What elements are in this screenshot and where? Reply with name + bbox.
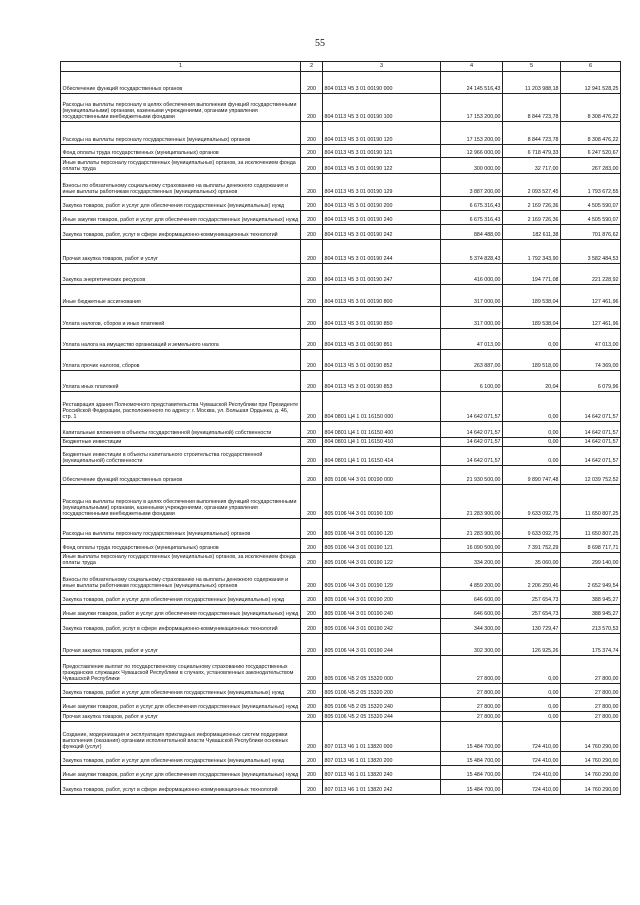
row-name-cell: Бюджетные инвестиции (61, 438, 301, 447)
table-row (61, 371, 621, 392)
row-budget-code-cell: 804 0113 Ч5 3 01 00190 242 (323, 225, 441, 240)
table-row (61, 591, 621, 605)
table-row (61, 329, 621, 350)
row-name-cell: Иные закупки товаров, работ и услуг для обеспечения государственных (муниципальных) нужд (61, 605, 301, 619)
row-col6-cell: 127 461,96 (561, 285, 621, 307)
row-budget-code-cell: 805 0106 Ч5 2 05 15320 240 (323, 698, 441, 712)
row-col4-cell: 14 642 071,57 (441, 447, 503, 466)
row-col5-cell: 2 169 726,36 (503, 211, 561, 225)
row-line-code-cell: 200 (301, 72, 323, 94)
row-line-code-cell: 200 (301, 619, 323, 634)
row-name-cell: Закупка товаров, работ, услуг в сфере информационно-коммуникационных технологий (61, 619, 301, 634)
row-budget-code-cell: 804 0113 Ч5 3 01 00190 247 (323, 264, 441, 285)
row-col4-cell: 14 642 071,57 (441, 392, 503, 422)
table-row (61, 94, 621, 122)
table-row (61, 466, 621, 485)
table-row (61, 780, 621, 795)
table-body (61, 72, 621, 795)
row-line-code-cell: 200 (301, 553, 323, 568)
row-name-cell: Уплата налогов, сборов и иных платежей (61, 307, 301, 329)
table-row (61, 264, 621, 285)
row-col5-cell: 2 169 726,36 (503, 197, 561, 211)
row-name-cell: Прочая закупка товаров, работ и услуг (61, 634, 301, 656)
table-row (61, 605, 621, 619)
table-row (61, 712, 621, 722)
table-row (61, 350, 621, 371)
row-line-code-cell: 200 (301, 466, 323, 485)
row-col6-cell: 27 800,00 (561, 712, 621, 722)
table-row (61, 392, 621, 422)
row-col4-cell: 3 887 200,00 (441, 174, 503, 197)
row-line-code-cell: 200 (301, 174, 323, 197)
row-name-cell: Закупка товаров, работ и услуг для обеспечения государственных (муниципальных) нужд (61, 591, 301, 605)
row-col5-cell: 7 391 752,29 (503, 539, 561, 553)
row-line-code-cell: 200 (301, 350, 323, 371)
row-budget-code-cell: 805 0106 Ч4 3 01 00190 129 (323, 568, 441, 591)
row-col5-cell: 724 410,00 (503, 780, 561, 795)
row-budget-code-cell: 805 0106 Ч4 3 01 00190 120 (323, 519, 441, 539)
row-line-code-cell: 200 (301, 122, 323, 145)
row-col6-cell: 6 079,96 (561, 371, 621, 392)
row-line-code-cell: 200 (301, 519, 323, 539)
row-budget-code-cell: 804 0113 Ч5 3 01 00190 850 (323, 307, 441, 329)
row-name-cell: Реставрация здания Полномочного представительства Чувашской Республики при Президенте Российской Федерации, расположенного по адресу: г. Москва, ул. Большая Ордынка, д. 46, стр. 1 (61, 392, 301, 422)
row-line-code-cell: 200 (301, 447, 323, 466)
row-name-cell: Обеспечение функций государственных органов (61, 72, 301, 94)
column-header-5: 5 (503, 62, 561, 72)
row-col6-cell: 27 800,00 (561, 698, 621, 712)
row-line-code-cell: 200 (301, 634, 323, 656)
row-budget-code-cell: 804 0801 Ц4 1 01 16150 410 (323, 438, 441, 447)
row-line-code-cell: 200 (301, 684, 323, 698)
row-budget-code-cell: 807 0113 Ч6 1 01 13820 240 (323, 766, 441, 780)
table-header-row (61, 62, 621, 72)
row-col5-cell: 257 654,73 (503, 605, 561, 619)
row-col4-cell: 300 000,00 (441, 158, 503, 174)
row-col5-cell: 257 654,73 (503, 591, 561, 605)
row-col6-cell: 14 642 071,57 (561, 392, 621, 422)
row-line-code-cell: 200 (301, 568, 323, 591)
row-name-cell: Закупка товаров, работ и услуг для обеспечения государственных (муниципальных) нужд (61, 752, 301, 766)
column-header-3: 3 (323, 62, 441, 72)
table-row (61, 447, 621, 466)
table-row (61, 619, 621, 634)
row-name-cell: Предоставление выплат по государственному социальному страхованию государственных гражданских служащих Чувашской Республики в случаях, установленных законодательством Чувашской Республики (61, 656, 301, 684)
row-col5-cell: 0,00 (503, 712, 561, 722)
row-col4-cell: 263 887,00 (441, 350, 503, 371)
row-col6-cell: 6 247 520,67 (561, 145, 621, 158)
row-col4-cell: 344 300,00 (441, 619, 503, 634)
row-budget-code-cell: 804 0113 Ч5 3 01 00190 244 (323, 240, 441, 264)
row-budget-code-cell: 807 0113 Ч6 1 01 13820 000 (323, 722, 441, 752)
column-header-2: 2 (301, 62, 323, 72)
row-line-code-cell: 200 (301, 211, 323, 225)
row-col5-cell: 2 206 250,46 (503, 568, 561, 591)
row-line-code-cell: 200 (301, 591, 323, 605)
row-col6-cell: 4 505 590,07 (561, 211, 621, 225)
row-col5-cell: 8 844 723,78 (503, 94, 561, 122)
row-name-cell: Фонд оплаты труда государственных (муниципальных) органов (61, 539, 301, 553)
row-col5-cell: 189 518,00 (503, 350, 561, 371)
table-row (61, 158, 621, 174)
row-col4-cell: 646 600,00 (441, 605, 503, 619)
row-col4-cell: 21 283 900,00 (441, 519, 503, 539)
row-name-cell: Взносы по обязательному социальному страхованию на выплаты денежного содержания и иные выплаты работникам государственных (муниципальных) органов (61, 174, 301, 197)
row-name-cell: Уплата прочих налогов, сборов (61, 350, 301, 371)
row-col5-cell: 0,00 (503, 684, 561, 698)
row-budget-code-cell: 804 0113 Ч5 3 01 00190 000 (323, 72, 441, 94)
row-name-cell: Взносы по обязательному социальному страхованию на выплаты денежного содержания и иные выплаты работникам государственных (муниципальных) органов (61, 568, 301, 591)
row-col4-cell: 15 484 700,00 (441, 722, 503, 752)
row-col6-cell: 14 760 290,00 (561, 752, 621, 766)
row-name-cell: Иные закупки товаров, работ и услуг для обеспечения государственных (муниципальных) нужд (61, 766, 301, 780)
table-row (61, 145, 621, 158)
row-col4-cell: 5 374 828,43 (441, 240, 503, 264)
table-row (61, 240, 621, 264)
table-row (61, 752, 621, 766)
row-col5-cell: 9 890 747,48 (503, 466, 561, 485)
row-col5-cell: 0,00 (503, 438, 561, 447)
row-name-cell: Уплата налога на имущество организаций и земельного налога (61, 329, 301, 350)
row-name-cell: Фонд оплаты труда государственных (муниципальных) органов (61, 145, 301, 158)
row-line-code-cell: 200 (301, 422, 323, 438)
row-line-code-cell: 200 (301, 285, 323, 307)
page-number: 55 (315, 38, 325, 49)
row-col6-cell: 14 642 071,57 (561, 438, 621, 447)
row-col6-cell: 8 698 717,71 (561, 539, 621, 553)
table-row (61, 485, 621, 519)
row-col5-cell: 0,00 (503, 392, 561, 422)
row-col5-cell: 0,00 (503, 698, 561, 712)
row-line-code-cell: 200 (301, 780, 323, 795)
row-line-code-cell: 200 (301, 485, 323, 519)
row-line-code-cell: 200 (301, 722, 323, 752)
row-col6-cell: 2 652 949,54 (561, 568, 621, 591)
row-col5-cell: 724 410,00 (503, 752, 561, 766)
row-line-code-cell: 200 (301, 158, 323, 174)
row-name-cell: Иные бюджетные ассигнования (61, 285, 301, 307)
row-budget-code-cell: 804 0113 Ч5 3 01 00190 800 (323, 285, 441, 307)
row-budget-code-cell: 804 0113 Ч5 3 01 00190 129 (323, 174, 441, 197)
row-col4-cell: 14 642 071,57 (441, 422, 503, 438)
row-name-cell: Иные закупки товаров, работ и услуг для обеспечения государственных (муниципальных) нужд (61, 211, 301, 225)
row-col5-cell: 1 792 343,90 (503, 240, 561, 264)
row-budget-code-cell: 805 0106 Ч5 2 05 15320 244 (323, 712, 441, 722)
table-row (61, 656, 621, 684)
row-budget-code-cell: 804 0801 Ц4 1 01 16150 000 (323, 392, 441, 422)
row-col5-cell: 9 633 092,75 (503, 485, 561, 519)
row-col6-cell: 14 760 290,00 (561, 722, 621, 752)
table-row (61, 519, 621, 539)
table-row (61, 568, 621, 591)
row-name-cell: Капитальные вложения в объекты государственной (муниципальной) собственности (61, 422, 301, 438)
row-col5-cell: 724 410,00 (503, 722, 561, 752)
row-col4-cell: 12 966 000,00 (441, 145, 503, 158)
row-budget-code-cell: 804 0113 Ч5 3 01 00190 122 (323, 158, 441, 174)
row-name-cell: Бюджетные инвестиции в объекты капитального строительства государственной (муниципальной) собственности (61, 447, 301, 466)
row-col5-cell: 6 718 479,33 (503, 145, 561, 158)
table-row (61, 307, 621, 329)
row-budget-code-cell: 804 0113 Ч5 3 01 00190 200 (323, 197, 441, 211)
row-col4-cell: 15 484 700,00 (441, 766, 503, 780)
row-name-cell: Закупка товаров, работ и услуг для обеспечения государственных (муниципальных) нужд (61, 684, 301, 698)
table-row (61, 634, 621, 656)
table-row (61, 211, 621, 225)
row-name-cell: Иные закупки товаров, работ и услуг для обеспечения государственных (муниципальных) нужд (61, 698, 301, 712)
row-name-cell: Расходы на выплаты персоналу государственных (муниципальных) органов (61, 122, 301, 145)
row-col4-cell: 6 675 316,43 (441, 197, 503, 211)
table-row (61, 72, 621, 94)
row-budget-code-cell: 804 0113 Ч5 3 01 00190 852 (323, 350, 441, 371)
row-name-cell: Расходы на выплаты персоналу государственных (муниципальных) органов (61, 519, 301, 539)
table-row (61, 285, 621, 307)
row-col4-cell: 14 642 071,57 (441, 438, 503, 447)
row-col4-cell: 884 488,00 (441, 225, 503, 240)
row-col4-cell: 6 100,00 (441, 371, 503, 392)
row-col4-cell: 302 300,00 (441, 634, 503, 656)
row-budget-code-cell: 807 0113 Ч6 1 01 13820 242 (323, 780, 441, 795)
row-budget-code-cell: 804 0801 Ц4 1 01 16150 400 (323, 422, 441, 438)
row-col5-cell: 0,00 (503, 422, 561, 438)
row-col5-cell: 189 538,04 (503, 307, 561, 329)
row-line-code-cell: 200 (301, 94, 323, 122)
row-col6-cell: 11 650 807,25 (561, 485, 621, 519)
row-col5-cell: 35 060,00 (503, 553, 561, 568)
table-row (61, 197, 621, 211)
row-name-cell: Закупка товаров, работ и услуг для обеспечения государственных (муниципальных) нужд (61, 197, 301, 211)
row-col6-cell: 267 283,00 (561, 158, 621, 174)
row-name-cell: Прочая закупка товаров, работ и услуг (61, 712, 301, 722)
row-col4-cell: 27 800,00 (441, 684, 503, 698)
row-col6-cell: 14 760 290,00 (561, 780, 621, 795)
row-col6-cell: 14 642 071,57 (561, 422, 621, 438)
row-col5-cell: 182 611,38 (503, 225, 561, 240)
row-col6-cell: 127 461,96 (561, 307, 621, 329)
table-row (61, 422, 621, 438)
row-line-code-cell: 200 (301, 656, 323, 684)
row-budget-code-cell: 804 0113 Ч5 3 01 00190 240 (323, 211, 441, 225)
row-col5-cell: 724 410,00 (503, 766, 561, 780)
row-col5-cell: 0,00 (503, 447, 561, 466)
row-line-code-cell: 200 (301, 145, 323, 158)
row-col5-cell: 130 729,47 (503, 619, 561, 634)
row-col6-cell: 11 650 807,25 (561, 519, 621, 539)
table-row (61, 122, 621, 145)
row-line-code-cell: 200 (301, 698, 323, 712)
row-line-code-cell: 200 (301, 329, 323, 350)
row-name-cell: Закупка товаров, работ, услуг в сфере информационно-коммуникационных технологий (61, 780, 301, 795)
row-budget-code-cell: 804 0113 Ч5 3 01 00190 121 (323, 145, 441, 158)
row-name-cell: Расходы на выплаты персоналу в целях обеспечения выполнения функций государственными (муниципальными) органами, казенными учреждениями, органами управления государственными внебюджетными фондами (61, 94, 301, 122)
table-row (61, 698, 621, 712)
column-header-1: 1 (61, 62, 301, 72)
row-col4-cell: 16 090 500,00 (441, 539, 503, 553)
row-col6-cell: 701 876,62 (561, 225, 621, 240)
row-name-cell: Иные выплаты персоналу государственных (муниципальных) органов, за исключением фонда оплаты труда (61, 553, 301, 568)
row-budget-code-cell: 805 0106 Ч5 2 05 15320 200 (323, 684, 441, 698)
row-col4-cell: 27 800,00 (441, 656, 503, 684)
row-col6-cell: 47 013,00 (561, 329, 621, 350)
row-col5-cell: 194 771,08 (503, 264, 561, 285)
row-line-code-cell: 200 (301, 766, 323, 780)
row-line-code-cell: 200 (301, 225, 323, 240)
row-col4-cell: 4 859 200,00 (441, 568, 503, 591)
row-col4-cell: 15 484 700,00 (441, 780, 503, 795)
row-budget-code-cell: 805 0106 Ч4 3 01 00190 100 (323, 485, 441, 519)
row-col4-cell: 317 000,00 (441, 285, 503, 307)
row-col5-cell: 20,04 (503, 371, 561, 392)
row-col5-cell: 189 538,04 (503, 285, 561, 307)
row-col4-cell: 334 200,00 (441, 553, 503, 568)
row-line-code-cell: 200 (301, 371, 323, 392)
row-col6-cell: 299 140,00 (561, 553, 621, 568)
row-col6-cell: 221 228,92 (561, 264, 621, 285)
row-col6-cell: 4 505 590,07 (561, 197, 621, 211)
row-name-cell: Расходы на выплаты персоналу в целях обеспечения выполнения функций государственными (муниципальными) органами, казенными учреждениями, органами управления государственными внебюджетными фондами (61, 485, 301, 519)
row-col6-cell: 14 760 290,00 (561, 766, 621, 780)
row-budget-code-cell: 805 0106 Ч5 2 05 15320 000 (323, 656, 441, 684)
table-row (61, 553, 621, 568)
row-name-cell: Обеспечение функций государственных органов (61, 466, 301, 485)
row-col4-cell: 27 800,00 (441, 712, 503, 722)
row-col6-cell: 175 374,74 (561, 634, 621, 656)
row-budget-code-cell: 805 0106 Ч4 3 01 00190 240 (323, 605, 441, 619)
row-col5-cell: 32 717,00 (503, 158, 561, 174)
row-line-code-cell: 200 (301, 539, 323, 553)
table-row (61, 684, 621, 698)
row-col5-cell: 0,00 (503, 329, 561, 350)
row-name-cell: Иные выплаты персоналу государственных (муниципальных) органов, за исключением фонда оплаты труда (61, 158, 301, 174)
row-col6-cell: 388 945,27 (561, 591, 621, 605)
row-col4-cell: 21 930 500,00 (441, 466, 503, 485)
row-name-cell: Закупка энергетических ресурсов (61, 264, 301, 285)
row-col6-cell: 74 369,00 (561, 350, 621, 371)
row-col6-cell: 1 793 672,55 (561, 174, 621, 197)
row-line-code-cell: 200 (301, 307, 323, 329)
row-col4-cell: 416 000,00 (441, 264, 503, 285)
row-budget-code-cell: 804 0113 Ч5 3 01 00190 853 (323, 371, 441, 392)
column-header-6: 6 (561, 62, 621, 72)
row-line-code-cell: 200 (301, 605, 323, 619)
table-row (61, 438, 621, 447)
row-line-code-cell: 200 (301, 438, 323, 447)
row-budget-code-cell: 804 0113 Ч5 3 01 00190 100 (323, 94, 441, 122)
row-col5-cell: 0,00 (503, 656, 561, 684)
table-row (61, 766, 621, 780)
row-name-cell: Создание, модернизация и эксплуатация прикладных информационных систем поддержки выполнения (оказания) органами исполнительной власти Чувашской Республики основных функций (услуг) (61, 722, 301, 752)
row-col4-cell: 317 000,00 (441, 307, 503, 329)
row-line-code-cell: 200 (301, 752, 323, 766)
row-budget-code-cell: 804 0801 Ц4 1 01 16150 414 (323, 447, 441, 466)
row-col4-cell: 17 153 200,00 (441, 122, 503, 145)
row-col5-cell: 11 203 988,18 (503, 72, 561, 94)
row-col4-cell: 646 600,00 (441, 591, 503, 605)
row-name-cell: Уплата иных платежей (61, 371, 301, 392)
table-row (61, 174, 621, 197)
row-col6-cell: 12 941 528,25 (561, 72, 621, 94)
column-header-4: 4 (441, 62, 503, 72)
row-col6-cell: 213 570,53 (561, 619, 621, 634)
row-col4-cell: 6 675 316,43 (441, 211, 503, 225)
row-col6-cell: 8 308 476,22 (561, 122, 621, 145)
row-budget-code-cell: 807 0113 Ч6 1 01 13820 200 (323, 752, 441, 766)
row-col4-cell: 17 153 200,00 (441, 94, 503, 122)
row-col4-cell: 47 013,00 (441, 329, 503, 350)
row-line-code-cell: 200 (301, 240, 323, 264)
budget-table (60, 61, 621, 795)
row-col6-cell: 14 642 071,57 (561, 447, 621, 466)
row-line-code-cell: 200 (301, 712, 323, 722)
row-col4-cell: 21 283 900,00 (441, 485, 503, 519)
row-col6-cell: 12 039 752,52 (561, 466, 621, 485)
table-row (61, 722, 621, 752)
row-col4-cell: 24 145 516,43 (441, 72, 503, 94)
row-col5-cell: 126 925,26 (503, 634, 561, 656)
table-row (61, 539, 621, 553)
row-budget-code-cell: 805 0106 Ч4 3 01 00190 242 (323, 619, 441, 634)
row-budget-code-cell: 805 0106 Ч4 3 01 00190 122 (323, 553, 441, 568)
row-col6-cell: 388 945,27 (561, 605, 621, 619)
row-col4-cell: 27 800,00 (441, 698, 503, 712)
row-name-cell: Прочая закупка товаров, работ и услуг (61, 240, 301, 264)
row-col6-cell: 27 800,00 (561, 656, 621, 684)
row-col5-cell: 9 633 092,75 (503, 519, 561, 539)
row-col4-cell: 15 484 700,00 (441, 752, 503, 766)
row-col6-cell: 27 800,00 (561, 684, 621, 698)
row-name-cell: Закупка товаров, работ, услуг в сфере информационно-коммуникационных технологий (61, 225, 301, 240)
row-budget-code-cell: 805 0106 Ч4 3 01 00190 121 (323, 539, 441, 553)
row-col5-cell: 8 844 723,78 (503, 122, 561, 145)
row-budget-code-cell: 805 0106 Ч4 3 01 00190 200 (323, 591, 441, 605)
row-budget-code-cell: 804 0113 Ч5 3 01 00190 851 (323, 329, 441, 350)
row-col6-cell: 3 582 484,53 (561, 240, 621, 264)
row-budget-code-cell: 805 0106 Ч4 3 01 00190 244 (323, 634, 441, 656)
row-budget-code-cell: 805 0106 Ч4 3 01 00190 000 (323, 466, 441, 485)
row-budget-code-cell: 804 0113 Ч5 3 01 00190 120 (323, 122, 441, 145)
row-line-code-cell: 200 (301, 264, 323, 285)
row-line-code-cell: 200 (301, 392, 323, 422)
row-col6-cell: 8 308 476,22 (561, 94, 621, 122)
table-row (61, 225, 621, 240)
row-col5-cell: 2 093 527,45 (503, 174, 561, 197)
row-line-code-cell: 200 (301, 197, 323, 211)
